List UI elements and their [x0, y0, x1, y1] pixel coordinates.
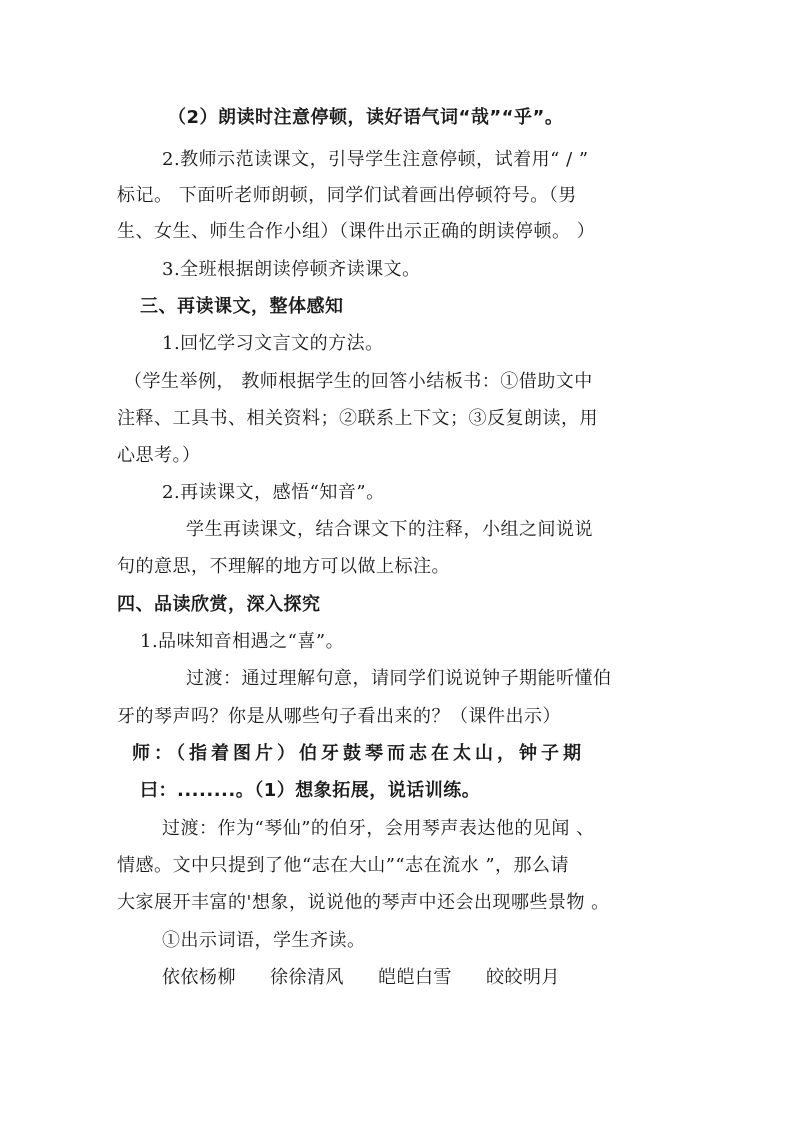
paragraph-line: 过渡：通过理解句意，请同学们说说钟子期能听懂伯: [186, 668, 612, 689]
teacher-line: 师：（指着图片）伯牙鼓琴而志在太山，钟子期: [132, 743, 585, 764]
paragraph-line: 学生再读课文，结合课文下的注释，小组之间说说: [186, 519, 593, 540]
word-item: 皎皎明月: [486, 967, 560, 988]
paragraph-line: （学生举例， 教师根据学生的回答小结板书：①借助文中: [124, 371, 593, 392]
paragraph-line: 3.全班根据朗读停顿齐读课文。: [162, 259, 421, 280]
paragraph-line: 2.再读课文，感悟“知音”。: [162, 482, 385, 503]
paragraph-line: 2.教师示范读课文，引导学生注意停顿，试着用“ / ”: [162, 149, 589, 170]
subheading-reading-pause: （2）朗读时注意停顿，读好语气词“哉”“乎”。: [168, 107, 564, 128]
paragraph-line: 注释、工具书、相关资料；②联系上下文；③反复朗读，用: [117, 408, 598, 429]
word-item: 徐徐清风: [270, 967, 344, 988]
section-heading-4: 四、品读欣赏，深入探究: [117, 594, 321, 615]
paragraph-line: 1.回忆学习文言文的方法。: [162, 333, 384, 354]
paragraph-line: ①出示词语，学生齐读。: [162, 930, 366, 951]
word-list: [162, 966, 594, 990]
paragraph-line: 句的意思，不理解的地方可以做上标注。: [117, 556, 450, 577]
teacher-line-continued: 曰：........。（1）想象拓展，说话训练。: [140, 780, 481, 801]
paragraph-line: 牙的琴声吗？你是从哪些句子看出来的？（课件出示）: [117, 706, 561, 727]
paragraph-line: 情感。文中只提到了他“志在大山”“志在流水 ”，那么请: [117, 855, 570, 876]
word-item: 依依杨柳: [162, 967, 236, 988]
word-item: 皑皑白雪: [378, 967, 452, 988]
paragraph-line: 1.品味知音相遇之“喜”。: [140, 631, 345, 652]
paragraph-line: 生、女生、师生合作小组）（课件出示正确的朗读停顿。 ）: [117, 221, 596, 242]
paragraph-line: 过渡：作为“琴仙”的伯牙，会用琴声表达他的见闻 、: [162, 818, 595, 839]
paragraph-line: 大家展开丰富的'想象，说说他的琴声中还会出现哪些景物 。: [117, 892, 610, 913]
paragraph-line: 心思考。）: [117, 445, 201, 466]
paragraph-line: 标记。 下面听老师朗顿，同学们试着画出停顿符号。（男: [117, 185, 577, 206]
section-heading-3: 三、再读课文，整体感知: [140, 296, 344, 317]
